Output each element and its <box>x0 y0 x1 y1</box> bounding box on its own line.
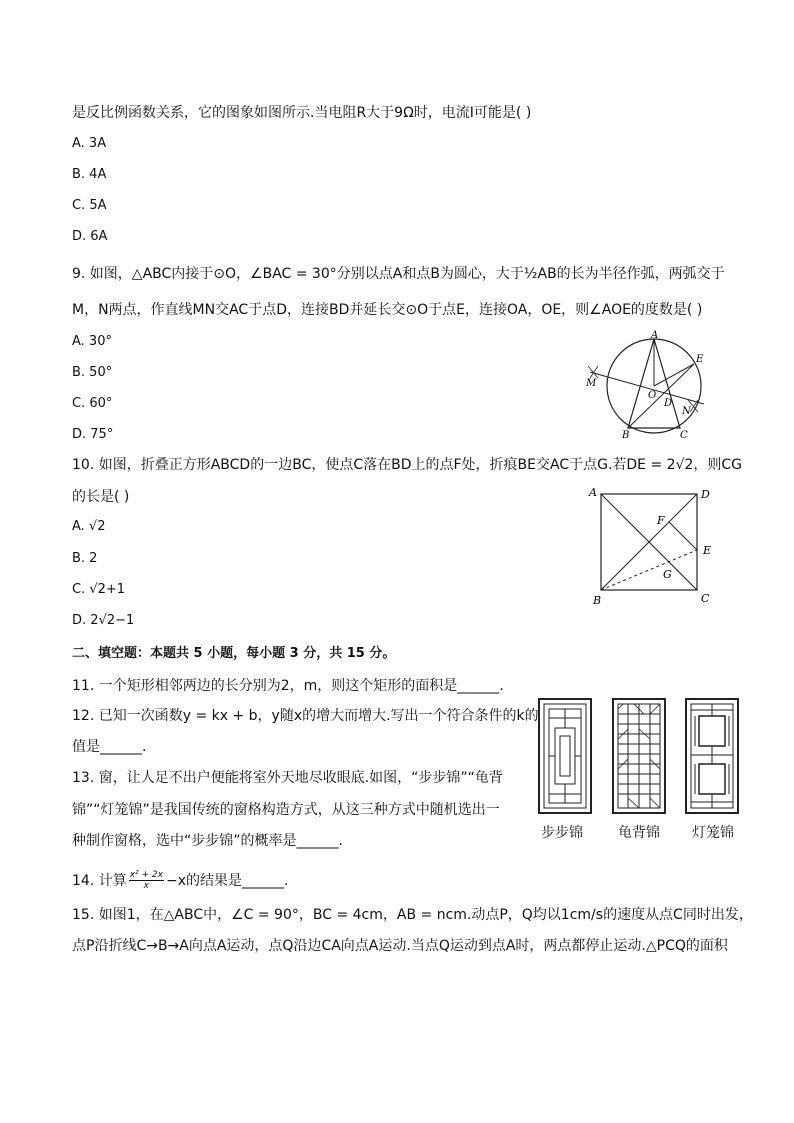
label-c: C <box>701 592 710 605</box>
label-e: E <box>696 354 704 365</box>
caption-guibeijin: 龟背锦 <box>618 825 660 841</box>
label-e: E <box>703 544 712 557</box>
q9-option-d: D. 75° <box>72 427 114 442</box>
q14-denominator: x <box>143 881 149 891</box>
segment-fe <box>669 522 697 550</box>
q14-numerator: x² + 2x <box>129 870 163 880</box>
label-n: N <box>682 406 691 417</box>
q8-option-c: C. 5A <box>72 198 107 213</box>
q14-text <box>72 870 288 891</box>
q9-text-line2: M，N两点，作直线MN交AC于点D，连接BD并延长交⊙O于点E，连接OA，OE，则∠AOE的度数是( ) <box>72 302 703 318</box>
q9-option-a: A. 30° <box>72 334 112 349</box>
window-bubujin-image <box>538 698 592 814</box>
q9-option-b: B. 50° <box>72 365 113 380</box>
q15-text-line1: 15. 如图1，在△ABC中，∠C = 90°，BC = 4cm，AB = ncm.动点P，Q均以1cm/s的速度从点C同时出发， <box>72 907 753 923</box>
q14-prefix: 14. 计算 <box>72 872 127 889</box>
q10-text-line1: 10. 如图，折叠正方形ABCD的一边BC，使点C落在BD上的点F处，折痕BE交AC于点G.若DE = 2√2，则CG <box>72 457 743 473</box>
q14-fraction <box>129 870 164 891</box>
label-f: F <box>657 514 665 527</box>
window-guibeijin-image <box>612 698 666 814</box>
q13-text-line2: 锦”“灯笼锦”是我国传统的窗格构造方式，从这三种方式中随机选出一 <box>72 802 500 818</box>
q10-text-line2: 的长是( ) <box>72 489 130 505</box>
arc-mark-m <box>588 366 598 378</box>
q13-text-line3: 种制作窗格，选中“步步锦”的概率是______. <box>72 833 343 849</box>
caption-bubujin: 步步锦 <box>541 825 583 841</box>
label-g: G <box>663 568 672 581</box>
q8-option-d: D. 6A <box>72 229 108 244</box>
label-c: C <box>680 430 688 441</box>
q10-option-a: A. √2 <box>72 519 106 534</box>
label-o: O <box>648 390 657 401</box>
q9-circle-figure <box>580 328 710 443</box>
fold-be <box>601 550 697 590</box>
q12-text-line2: 值是______. <box>72 739 147 755</box>
section-heading: 二、填空题：本题共 5 小题，每小题 3 分，共 15 分。 <box>72 646 396 661</box>
q9-text-line1: 9. 如图，△ABC内接于⊙O，∠BAC = 30°分别以点A和点B为圆心，大于½AB的长为半径作弧，两弧交于 <box>72 266 725 282</box>
label-m: M <box>586 378 597 389</box>
label-b: B <box>593 594 602 607</box>
q9-option-c: C. 60° <box>72 396 113 411</box>
label-d: D <box>664 398 673 409</box>
q13-text-line1: 13. 窗，让人足不出户便能将室外天地尽收眼底.如图，“步步锦”“龟背 <box>72 770 503 786</box>
label-b: B <box>622 430 630 441</box>
q10-option-c: C. √2+1 <box>72 582 126 597</box>
q10-square-figure <box>585 484 720 610</box>
q10-option-b: B. 2 <box>72 551 98 566</box>
label-a: A <box>589 486 597 499</box>
q8-option-a: A. 3A <box>72 136 107 151</box>
q11-text: 11. 一个矩形相邻两边的长分别为2，m，则这个矩形的面积是______. <box>72 678 504 694</box>
q8-text: 是反比例函数关系，它的图象如图所示.当电阻R大于9Ω时，电流I可能是( ) <box>72 105 532 121</box>
q15-text-line2: 点P沿折线C→B→A向点A运动，点Q沿边CA向点A运动.当点Q运动到点A时，两点都停止运动.△PCQ的面积 <box>72 938 728 954</box>
label-a: A <box>651 330 659 341</box>
q10-option-d: D. 2√2−1 <box>72 613 135 628</box>
q14-suffix: −x的结果是______. <box>165 872 289 889</box>
label-d: D <box>701 488 710 501</box>
caption-denglongjin: 灯笼锦 <box>692 825 734 841</box>
q8-option-b: B. 4A <box>72 167 107 182</box>
q12-text-line1: 12. 已知一次函数y = kx + b，y随x的增大而增大.写出一个符合条件的k的 <box>72 708 539 724</box>
window-denglongjin-image <box>685 698 739 814</box>
